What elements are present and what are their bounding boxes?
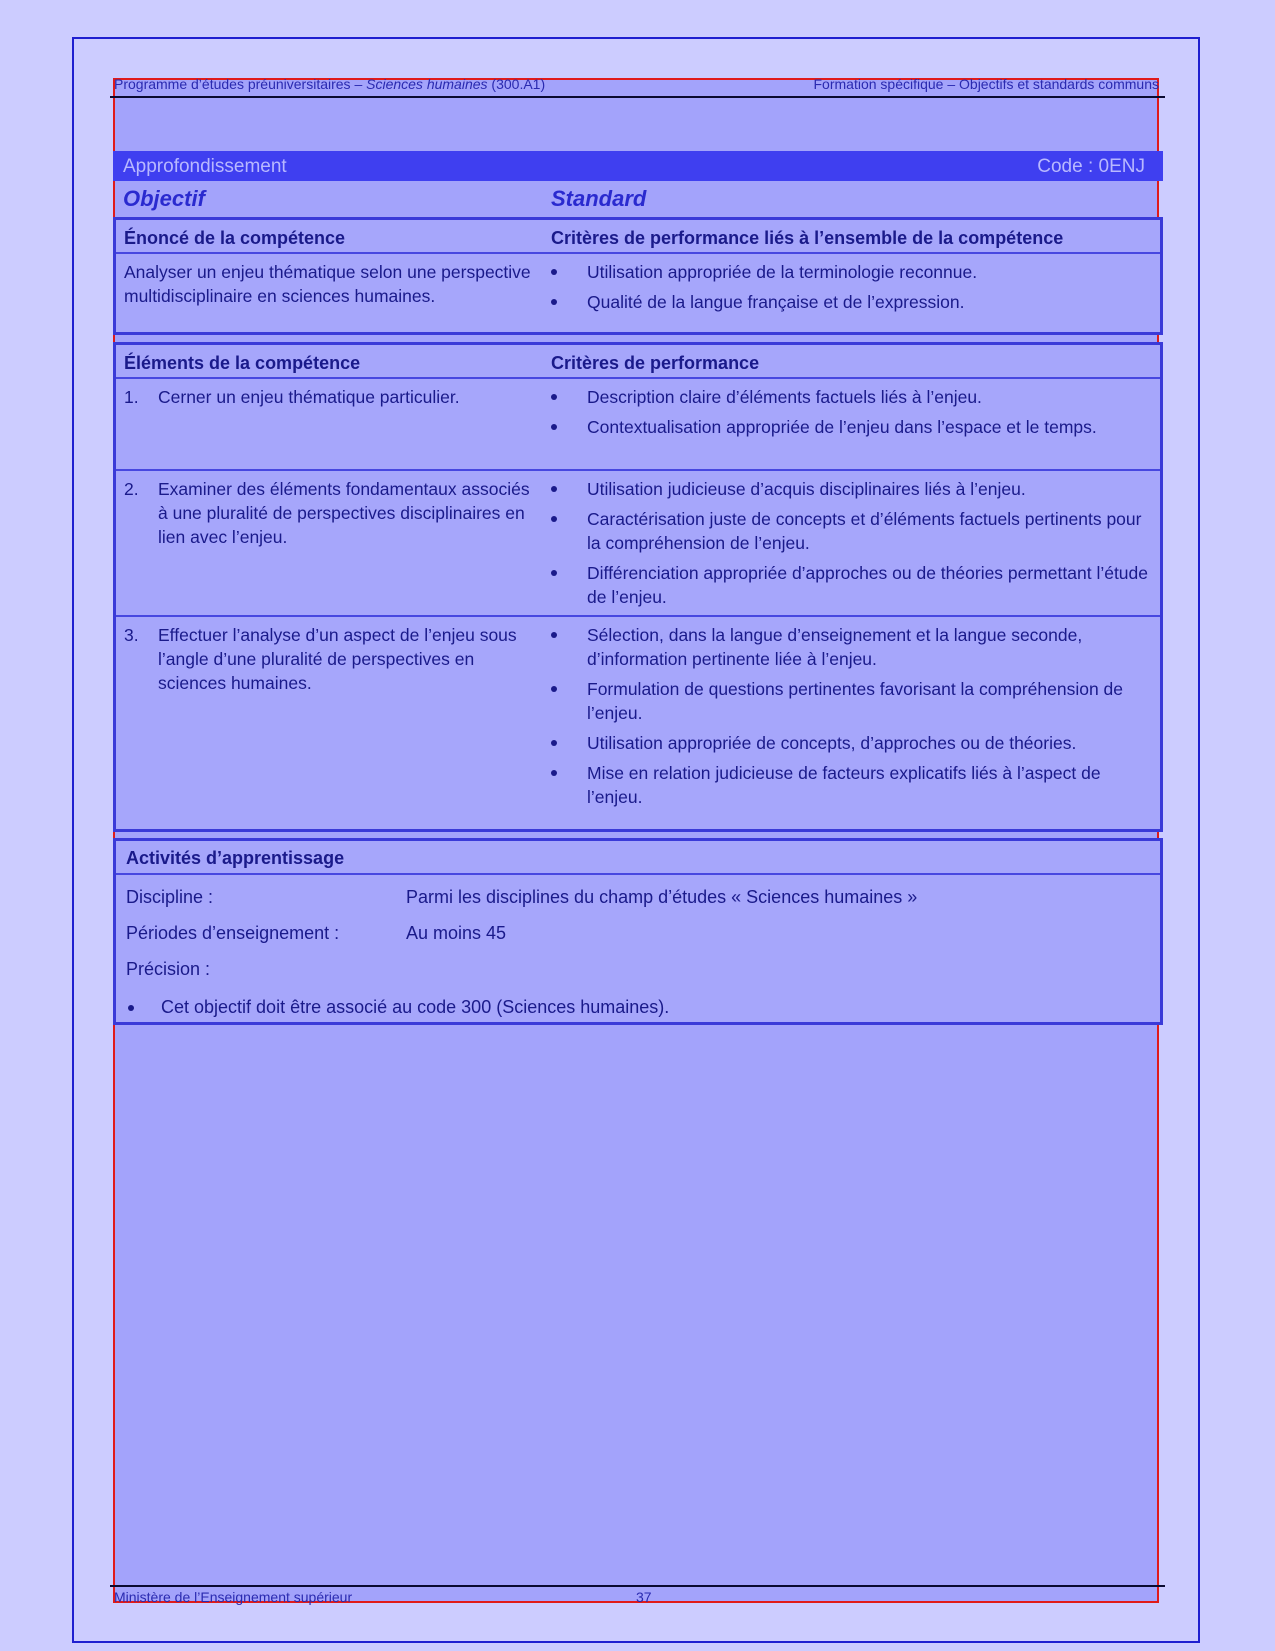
element-text: Examiner des éléments fondamentaux associés à une pluralité de perspectives disciplinaires en lien avec l’enjeu. bbox=[158, 479, 530, 547]
running-header-left bbox=[114, 76, 545, 92]
header-rule bbox=[110, 96, 1165, 98]
code-value: 0ENJ bbox=[1098, 156, 1145, 177]
element-number: 3. bbox=[124, 625, 139, 645]
bullet-icon bbox=[551, 770, 557, 776]
elements-right-header: Critères de performance bbox=[551, 353, 760, 373]
bullet-icon bbox=[551, 299, 557, 305]
criterion: Différenciation appropriée d’approches ou de théories permettant l’étude de l’enjeu. bbox=[551, 561, 1152, 609]
bullet-icon bbox=[551, 516, 557, 522]
bullet-icon bbox=[128, 1005, 134, 1011]
competence-criterion: Qualité de la langue française et de l’expression. bbox=[551, 290, 1152, 314]
element-number: 2. bbox=[124, 479, 139, 499]
competence-box bbox=[113, 217, 1163, 335]
standard-title: Standard bbox=[551, 186, 647, 211]
elements-left-header: Éléments de la compétence bbox=[124, 353, 361, 373]
band-title: Approfondissement bbox=[123, 156, 287, 177]
discipline-label: Discipline : bbox=[126, 887, 214, 907]
criterion: Sélection, dans la langue d’enseignement et la langue seconde, d’information pertinente liée à l’enjeu. bbox=[551, 623, 1152, 671]
bullet-icon bbox=[551, 424, 557, 430]
criterion: Utilisation judicieuse d’acquis disciplinaires liés à l’enjeu. bbox=[551, 477, 1152, 501]
element-number: 1. bbox=[124, 387, 139, 407]
bullet-icon bbox=[551, 486, 557, 492]
activities-box bbox=[113, 838, 1163, 1025]
element-row-3 bbox=[116, 617, 1160, 817]
periods-value: Au moins 45 bbox=[406, 923, 507, 943]
competence-criteria bbox=[543, 254, 1160, 322]
competence-content-row bbox=[116, 254, 1160, 322]
approfondissement-band bbox=[113, 151, 1163, 181]
criterion: Formulation de questions pertinentes favorisant la compréhension de l’enjeu. bbox=[551, 677, 1152, 725]
bullet-icon bbox=[551, 686, 557, 692]
discipline-value: Parmi les disciplines du champ d’études « Sciences humaines » bbox=[406, 887, 918, 907]
element-text: Effectuer l’analyse d’un aspect de l’enjeu sous l’angle d’une pluralité de perspectives en sciences humaines. bbox=[158, 625, 517, 693]
element-item bbox=[124, 477, 535, 549]
element-text: Cerner un enjeu thématique particulier. bbox=[158, 387, 460, 407]
criterion: Caractérisation juste de concepts et d’éléments factuels pertinents pour la compréhension de l’enjeu. bbox=[551, 507, 1152, 555]
header-prefix: Programme d’études préuniversitaires – bbox=[114, 76, 367, 92]
element-item bbox=[124, 623, 535, 695]
running-header-right: Formation spécifique – Objectifs et standards communs bbox=[813, 76, 1159, 92]
code-label: Code : bbox=[1037, 156, 1094, 177]
criterion: Description claire d’éléments factuels liés à l’enjeu. bbox=[551, 385, 1152, 409]
bullet-icon bbox=[551, 740, 557, 746]
bullet-icon bbox=[551, 632, 557, 638]
competence-criterion: Utilisation appropriée de la terminologie reconnue. bbox=[551, 260, 1152, 284]
footer-ministry: Ministère de l’Enseignement supérieur bbox=[114, 1589, 353, 1605]
element-row-1 bbox=[116, 379, 1160, 471]
header-suffix: (300.A1) bbox=[487, 76, 546, 92]
precision-bullet: Cet objectif doit être associé au code 300 (Sciences humaines). bbox=[161, 997, 670, 1017]
objectif-title: Objectif bbox=[123, 186, 205, 211]
element-item bbox=[124, 385, 535, 409]
criterion: Utilisation appropriée de concepts, d’approches ou de théories. bbox=[551, 731, 1152, 755]
competence-left-header: Énoncé de la compétence bbox=[124, 228, 346, 248]
bullet-icon bbox=[551, 394, 557, 400]
page-number: 37 bbox=[636, 1589, 652, 1605]
element-row-2 bbox=[116, 471, 1160, 617]
bullet-icon bbox=[551, 570, 557, 576]
elements-header-row bbox=[116, 345, 1160, 379]
periods-label: Périodes d’enseignement : bbox=[126, 923, 340, 943]
bullet-icon bbox=[551, 269, 557, 275]
footer-rule bbox=[110, 1585, 1165, 1587]
criterion: Mise en relation judicieuse de facteurs explicatifs liés à l’aspect de l’enjeu. bbox=[551, 761, 1152, 809]
elements-box bbox=[113, 342, 1163, 832]
criterion: Contextualisation appropriée de l’enjeu dans l’espace et le temps. bbox=[551, 415, 1152, 439]
precision-label: Précision : bbox=[126, 959, 211, 979]
activities-title: Activités d’apprentissage bbox=[116, 841, 1160, 875]
competence-right-header: Critères de performance liés à l’ensemble de la compétence bbox=[551, 228, 1064, 248]
header-program-name: Sciences humaines bbox=[366, 76, 488, 92]
band-code bbox=[1037, 156, 1145, 178]
competence-statement: Analyser un enjeu thématique selon une perspective multidisciplinaire en sciences humaines. bbox=[124, 262, 531, 306]
section-titles bbox=[113, 186, 1163, 214]
competence-header-row bbox=[116, 220, 1160, 254]
